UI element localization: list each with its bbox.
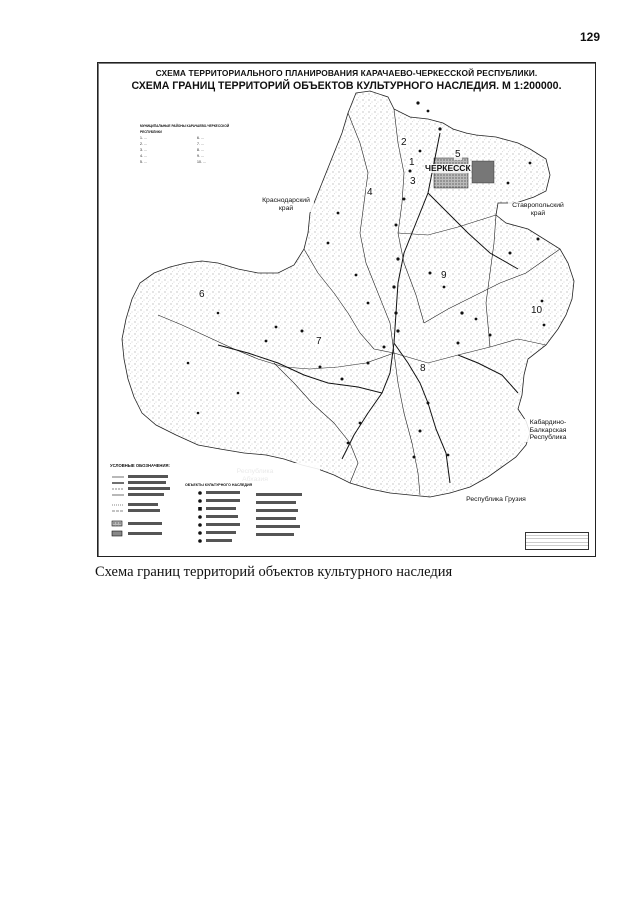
neighbor-label-krasnodar: Краснодарский край <box>258 197 314 212</box>
map-figure <box>97 62 596 557</box>
district-number-2: 2 <box>401 137 407 148</box>
city-label-cherkessk: ЧЕРКЕССК <box>425 163 471 173</box>
district-number-7: 7 <box>316 336 322 347</box>
legend-district-item: 7. ... <box>197 142 204 146</box>
map-title-line-2: СХЕМА ГРАНИЦ ТЕРРИТОРИЙ ОБЪЕКТОВ КУЛЬТУРНОГО НАСЛЕДИЯ. М 1:200000. <box>131 80 562 92</box>
district-number-8: 8 <box>420 363 426 374</box>
legend-symbols <box>110 463 320 553</box>
legend-district-item: 5. ... <box>140 160 147 164</box>
neighbor-label-stavropol: Ставропольский край <box>508 202 568 217</box>
district-number-10: 10 <box>531 305 543 316</box>
figure-caption: Схема границ территорий объектов культурного наследия <box>95 564 453 580</box>
legend-symbols-title: УСЛОВНЫЕ ОБОЗНАЧЕНИЯ: <box>110 463 170 468</box>
legend-district-item: 9. ... <box>197 154 204 158</box>
legend-districts <box>140 123 250 165</box>
neighbor-label-georgia: Республика Грузия <box>456 496 536 504</box>
district-number-5: 5 <box>455 149 461 160</box>
district-number-3: 3 <box>410 176 416 187</box>
legend-district-item: 2. ... <box>140 142 147 146</box>
district-number-1: 1 <box>409 157 415 168</box>
page-number: 129 <box>579 30 600 44</box>
legend-heritage-title: ОБЪЕКТЫ КУЛЬТУРНОГО НАСЛЕДИЯ <box>185 483 253 487</box>
legend-district-item: 1. ... <box>140 136 147 140</box>
legend-district-item: 4. ... <box>140 154 147 158</box>
legend-district-item: 6. ... <box>197 136 204 140</box>
map-title-line-1: СХЕМА ТЕРРИТОРИАЛЬНОГО ПЛАНИРОВАНИЯ КАРАЧАЕВО-ЧЕРКЕССКОЙ РЕСПУБЛИКИ. <box>155 68 538 78</box>
map-title-block-stamp <box>525 532 589 550</box>
district-number-6: 6 <box>199 289 205 300</box>
industrial-zone <box>472 161 494 183</box>
neighbor-label-kabardino-balkaria: Кабардино-Балкарская Республика <box>520 419 576 442</box>
district-number-4: 4 <box>367 187 373 198</box>
legend-district-item: 8. ... <box>197 148 204 152</box>
district-number-9: 9 <box>441 270 447 281</box>
legend-district-item: 10. ... <box>197 160 206 164</box>
legend-districts-title: МУНИЦИПАЛЬНЫЕ РАЙОНЫ КАРАЧАЕВО-ЧЕРКЕССКОЙ РЕСПУБЛИКИ <box>140 124 230 134</box>
legend-district-item: 3. ... <box>140 148 147 152</box>
